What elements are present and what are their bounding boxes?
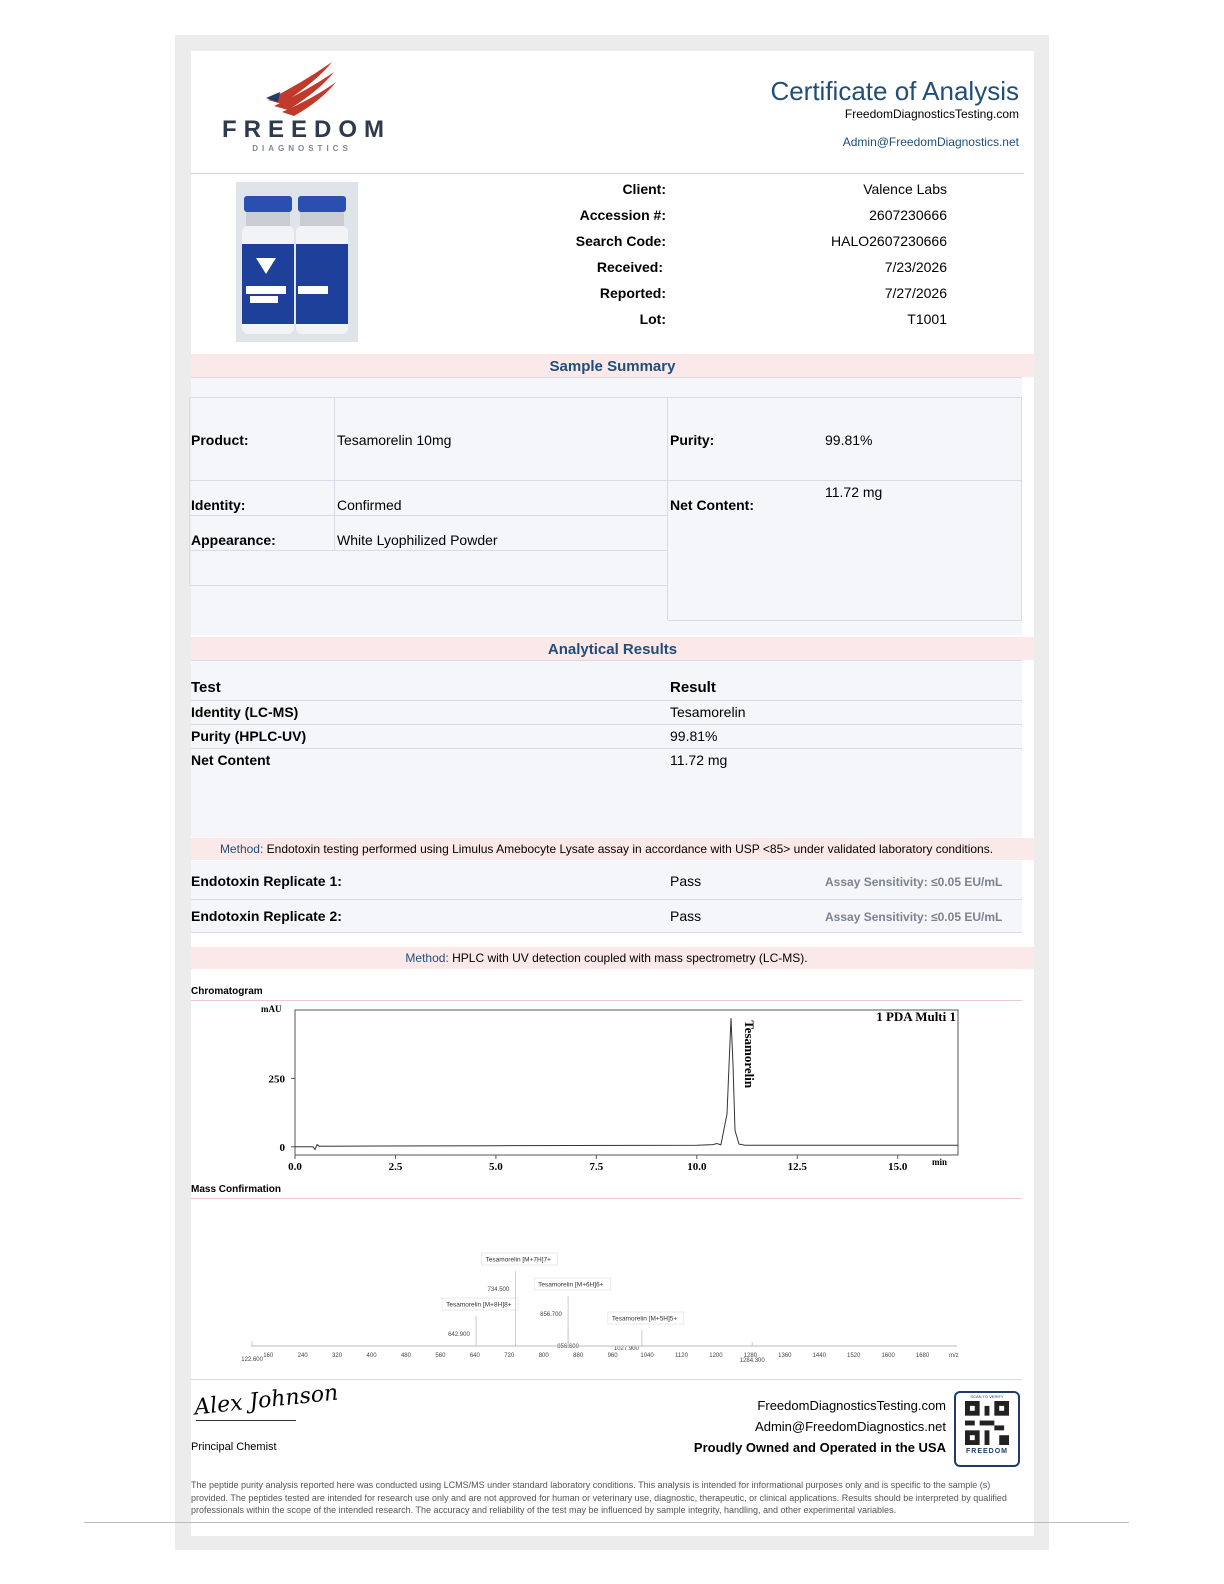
results-test-3: Net Content [191,752,271,768]
mass-xtick: 880 [573,1353,584,1359]
net-content-value: 11.72 mg [825,484,883,500]
header-email[interactable]: Admin@FreedomDiagnostics.net [842,135,1019,149]
chromatogram-xtick: 7.5 [589,1161,604,1173]
mass-xtick: 160 [263,1353,274,1359]
endotoxin-method [191,842,1022,856]
brand-name: FREEDOM [222,116,391,143]
endotoxin-rep1-sensitivity: Assay Sensitivity: ≤0.05 EU/mL [825,875,1003,889]
reported-label: Reported: [599,285,666,301]
received-value: 7/23/2026 [884,259,947,275]
mass-xtick: 1280 [743,1353,758,1359]
mass-xtick: 1040 [640,1353,654,1359]
chromatogram-ytick: 0 [279,1141,285,1154]
chromatogram-xtick: 5.0 [489,1161,503,1173]
chromatogram-xtick: 10.0 [687,1161,707,1173]
purity-label: Purity: [670,432,715,448]
qr-brand: FREEDOM [966,1448,1008,1455]
mass-xtick: 560 [435,1353,446,1359]
mass-peak-label: Tesamorelin [M+5H]5+ [611,1315,678,1323]
hplc-method-text: HPLC with UV detection coupled with mass spectrometry (LC-MS). [452,951,808,965]
mass-peak-label: Tesamorelin [M+6H]6+ [538,1281,604,1289]
mass-xtick: 960 [607,1353,618,1359]
accession-label: Accession #: [579,207,666,223]
chromatogram-xunit: min [932,1157,948,1167]
product-label: Product: [191,432,249,448]
results-col-test: Test [191,679,221,696]
mass-xtick: 480 [400,1353,411,1359]
results-result-2: 99.81% [670,728,718,744]
results-result-3: 11.72 mg [670,752,728,768]
page-bottom-rule [84,1522,1129,1523]
chromatogram-peak-label: Tesamorelin [741,1020,757,1089]
search-code-label: Search Code: [575,233,666,249]
received-label: Received: [596,259,663,275]
header-divider [191,173,1024,174]
brand-subtitle: DIAGNOSTICS [252,144,352,153]
mass-peak-value: 734.500 [487,1287,510,1293]
mass-confirmation-title: Mass Confirmation [191,1184,282,1195]
results-col-result: Result [670,679,716,696]
summary-area [191,378,1022,635]
endotoxin-rep2-sensitivity: Assay Sensitivity: ≤0.05 EU/mL [825,910,1003,924]
identity-value: Confirmed [337,497,402,513]
lot-value: T1001 [907,311,947,327]
product-photo [236,182,358,342]
chemist-role: Principal Chemist [191,1441,277,1453]
mass-xtick: 320 [332,1353,343,1359]
search-code-value: HALO2607230666 [831,233,947,249]
mass-peak-value: 1284.300 [739,1358,765,1364]
chromatogram-ytick: 250 [268,1073,285,1086]
endotoxin-rep2-label: Endotoxin Replicate 2: [191,908,342,924]
analytical-results-heading: Analytical Results [547,641,678,658]
mass-xtick: 1120 [675,1353,688,1359]
results-result-1: Tesamorelin [670,704,746,720]
chromatogram-xtick: 12.5 [787,1161,807,1173]
mass-peak-label: Tesamorelin [M+7H]7+ [485,1256,551,1264]
chromatogram-series-label: 1 PDA Multi 1 [876,1009,956,1024]
accession-value: 2607230666 [869,207,947,223]
results-test-2: Purity (HPLC-UV) [191,728,307,744]
results-area [191,661,1022,837]
chromatogram-chart [191,1001,1022,1181]
qr-caption: SCAN TO VERIFY [970,1394,1004,1399]
mass-xtick: 1680 [915,1353,930,1359]
mass-peak-value: 856.600 [557,1344,579,1350]
purity-value: 99.81% [825,432,873,448]
endotoxin-rep1-label: Endotoxin Replicate 1: [191,873,342,889]
mass-xtick: 1360 [778,1353,792,1359]
endotoxin-method-label: Method: [219,842,264,856]
net-content-label: Net Content: [670,497,754,513]
product-value: Tesamorelin 10mg [337,432,452,448]
mass-xunit: m/z [949,1353,959,1359]
chromatogram-trace [295,1018,958,1149]
mass-xtick: 1200 [709,1353,723,1359]
mass-peak-value: 856.700 [540,1312,562,1318]
mass-xtick: 720 [504,1353,515,1359]
mass-xtick: 400 [366,1353,377,1359]
signature: Alex Johnson [193,1380,340,1421]
chromatogram-xtick: 15.0 [888,1161,908,1173]
footer-website[interactable]: FreedomDiagnosticsTesting.com [757,1398,946,1413]
results-test-1: Identity (LC-MS) [191,704,299,720]
chromatogram-xtick: 0.0 [288,1161,302,1173]
appearance-label: Appearance: [191,532,276,548]
brand-logo [222,58,391,158]
mass-xtick: 1520 [847,1353,861,1359]
mass-peak-label: Tesamorelin [M+8H]8+ [446,1301,512,1309]
appearance-value: White Lyophilized Powder [337,532,498,548]
mass-spectrum-chart [191,1199,1022,1369]
mass-xtick: 800 [538,1353,549,1359]
vial-right [296,196,348,334]
qr-code-icon [964,1401,1010,1445]
chromatogram-title: Chromatogram [191,986,263,997]
mass-xtick: 640 [469,1353,480,1359]
page-title: Certificate of Analysis [770,76,1019,106]
qr-verify-badge[interactable] [954,1391,1020,1467]
mass-xtick: 1440 [812,1353,826,1359]
eagle-flag-icon [222,58,382,118]
identity-label: Identity: [191,497,246,513]
footer-email[interactable]: Admin@FreedomDiagnostics.net [755,1419,946,1434]
hplc-method-label: Method: [405,951,449,965]
reported-value: 7/27/2026 [884,285,947,301]
client-value: Valence Labs [863,181,947,197]
mass-peak-value: 1027.900 [613,1346,639,1352]
mass-xtick: 1600 [881,1353,895,1359]
endotoxin-method-text: Endotoxin testing performed using Limulus Amebocyte Lysate assay in accordance with USP <85> under validated laboratory conditions. [266,842,994,856]
signature-underline [196,1420,296,1421]
endotoxin-rep1-result: Pass [670,873,702,889]
client-label: Client: [622,181,666,197]
sample-summary-heading: Sample Summary [549,358,676,375]
mass-peak-value: 122.600 [241,1357,263,1363]
mass-xtick: 240 [297,1353,308,1359]
lot-label: Lot: [639,311,666,327]
chromatogram-frame [295,1010,958,1155]
endotoxin-rep2-result: Pass [670,908,702,924]
hplc-method [191,951,1022,965]
header-website: FreedomDiagnosticsTesting.com [844,107,1019,121]
disclaimer: The peptide purity analysis reported here was conducted using LCMS/MS under standard laboratory conditions. This analysis is intended for informational purposes only and is specific to the sample (s) provided. The peptides tested are intended for research use only and are not approved for human or veterinary use, diagnostic, therapeutic, or clinical applications. Results should be interpreted by qualified professionals within the scope of the intended research. The accuracy and reliability of the test may be influenced by sample integrity, handling, and other experimental variables. [191,1480,1007,1515]
chromatogram-xtick: 2.5 [388,1161,403,1173]
footer-tagline: Proudly Owned and Operated in the USA [693,1440,946,1455]
mass-peak-value: 642.900 [448,1332,470,1338]
vial-left [242,196,294,334]
chromatogram-ylabel: mAU [261,1004,282,1014]
